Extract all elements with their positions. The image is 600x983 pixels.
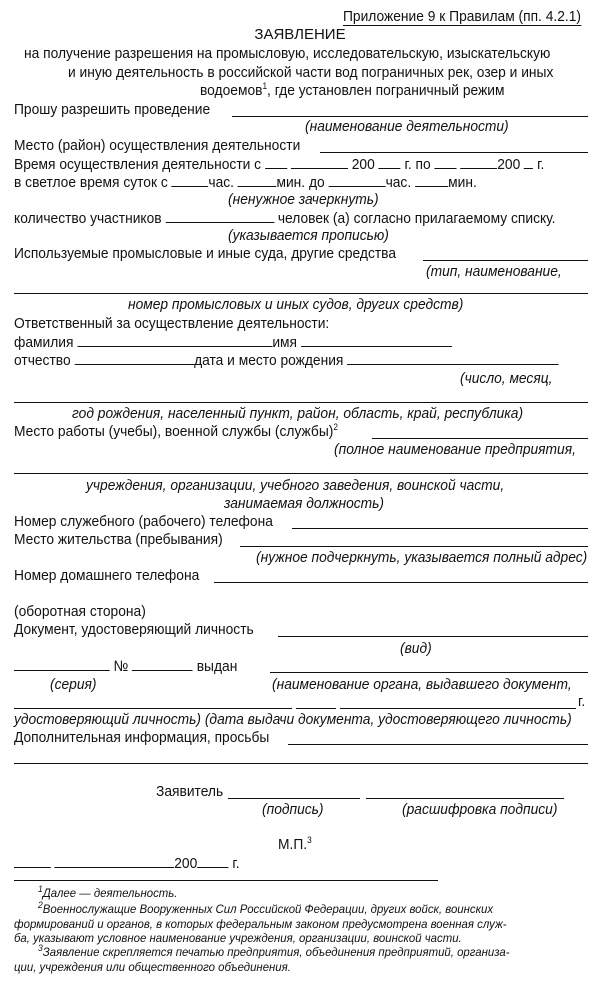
work-field-2[interactable] xyxy=(14,473,588,474)
patronymic-row: отчество дата и место рождения xyxy=(14,351,559,370)
vessels-hint-2: номер промысловых и иных судов, других средств) xyxy=(128,296,464,313)
birth-hint-2: год рождения, населенный пункт, район, область, край, республика) xyxy=(72,405,524,422)
signature-field[interactable] xyxy=(228,798,360,799)
reverse-side-label: (оборотная сторона) xyxy=(14,603,146,620)
request-hint: (наименование деятельности) xyxy=(305,118,509,135)
place-field[interactable] xyxy=(320,152,588,153)
birth-hint-1: (число, месяц, xyxy=(460,370,553,387)
signature-decoding-field[interactable] xyxy=(366,798,564,799)
responsible-label: Ответственный за осуществление деятельности: xyxy=(14,315,330,332)
extra-info-field[interactable] xyxy=(288,744,588,745)
year-suffix: г. xyxy=(578,693,586,710)
in-words-hint: (указывается прописью) xyxy=(228,227,389,244)
time-to-month-field[interactable] xyxy=(460,155,497,169)
subtitle-line-1: на получение разрешения на промысловую, исследовательскую, изыскательскую xyxy=(24,45,551,62)
residence-hint: (нужное подчеркнуть, указывается полный адрес) xyxy=(256,549,588,566)
document-title: ЗАЯВЛЕНИЕ xyxy=(254,26,346,43)
extra-info-label: Дополнительная информация, просьбы xyxy=(14,729,270,746)
work-phone-field[interactable] xyxy=(292,528,588,529)
minute-to-field[interactable] xyxy=(415,173,448,187)
date-row: 200 г. xyxy=(14,854,240,873)
footnote-divider xyxy=(14,880,438,881)
work-hint-3: занимаемая должность) xyxy=(224,495,384,512)
vessels-label: Используемые промысловые и иные суда, другие средства xyxy=(14,245,397,262)
issuer-hint: (наименование органа, выдавшего документ, xyxy=(272,676,572,693)
kind-hint: (вид) xyxy=(400,640,432,657)
date-year-field[interactable] xyxy=(197,854,228,868)
work-label: Место работы (учебы), военной службы (службы)$^2$ xyxy=(14,422,338,440)
issue-date-day-field[interactable] xyxy=(296,708,336,709)
applicant-label: Заявитель xyxy=(156,783,224,800)
date-day-field[interactable] xyxy=(14,854,51,868)
footnote-3-line-1: $^3$Заявление скрепляется печатью предприятия, объединения предприятий, организа- xyxy=(38,943,510,959)
date-month-field[interactable] xyxy=(55,854,175,868)
surname-field[interactable] xyxy=(77,333,272,347)
subtitle-line-2: и иную деятельность в российской части вод пограничных рек, озер и иных xyxy=(68,64,554,81)
participants-field[interactable] xyxy=(165,209,274,223)
request-field[interactable] xyxy=(232,116,588,117)
work-field[interactable] xyxy=(372,438,588,439)
work-phone-label: Номер служебного (рабочего) телефона xyxy=(14,513,273,530)
signature-hint: (подпись) xyxy=(262,801,324,818)
birth-field[interactable] xyxy=(347,351,559,365)
footnote-2-line-2: формирований и органов, в которых федеральным законом предусмотрена военная служ- xyxy=(14,917,507,931)
series-field[interactable] xyxy=(14,657,110,671)
extra-info-field-2[interactable] xyxy=(14,763,588,764)
vessels-hint-1: (тип, наименование, xyxy=(426,263,562,280)
daylight-row: в светлое время суток с час. мин. до час. мин. xyxy=(14,174,477,191)
number-field[interactable] xyxy=(132,657,193,671)
time-to-year-field[interactable] xyxy=(524,155,533,169)
name-row: фамилия имя xyxy=(14,333,452,352)
residence-field[interactable] xyxy=(240,546,588,547)
residence-label: Место жительства (пребывания) xyxy=(14,531,223,548)
time-from-day-field[interactable] xyxy=(265,155,287,169)
decoding-hint: (расшифровка подписи) xyxy=(402,801,558,818)
work-hint-2: учреждения, организации, учебного заведения, воинской части, xyxy=(86,477,505,494)
hour-from-field[interactable] xyxy=(172,173,209,187)
time-from-year-field[interactable] xyxy=(379,155,401,169)
first-name-field[interactable] xyxy=(301,333,452,347)
footnote-3-line-2: ции, учреждения или общественного объединения. xyxy=(14,960,291,974)
issuer-field[interactable] xyxy=(270,672,588,673)
vessels-field[interactable] xyxy=(423,260,588,261)
issue-date-field[interactable] xyxy=(340,708,576,709)
time-row: Время осуществления деятельности с 200 г. по 200 г. xyxy=(14,156,545,173)
series-hint: (серия) xyxy=(50,676,97,693)
place-label: Место (район) осуществления деятельности xyxy=(14,137,301,154)
minute-from-field[interactable] xyxy=(238,173,277,187)
request-label: Прошу разрешить проведение xyxy=(14,101,211,118)
footnote-1: $^1$Далее — деятельность. xyxy=(38,884,178,900)
stamp-place: М.П.$^3$ xyxy=(278,835,312,853)
subtitle-line-3: водоемов$^1$, где установлен пограничный режим xyxy=(200,81,505,99)
id-doc-field[interactable] xyxy=(278,636,588,637)
id-number-row: № выдан xyxy=(14,657,237,676)
time-from-month-field[interactable] xyxy=(291,155,348,169)
issuer-field-2[interactable] xyxy=(14,708,292,709)
id-hint: удостоверяющий личность) (дата выдачи документа, удостоверяющего личность) xyxy=(14,711,572,728)
participants-row: количество участников человек (а) согласно прилагаемому списку. xyxy=(14,210,556,227)
vessels-field-2[interactable] xyxy=(14,293,588,294)
footnote-2-line-3: ба, указывают условное наименование учреждения, организации, воинской части. xyxy=(14,931,462,945)
home-phone-field[interactable] xyxy=(214,582,588,583)
home-phone-label: Номер домашнего телефона xyxy=(14,567,200,584)
id-doc-label: Документ, удостоверяющий личность xyxy=(14,621,254,638)
time-to-day-field[interactable] xyxy=(435,155,457,169)
patronymic-field[interactable] xyxy=(74,351,194,365)
work-hint-1: (полное наименование предприятия, xyxy=(334,441,576,458)
cross-out-hint: (ненужное зачеркнуть) xyxy=(228,191,379,208)
hour-to-field[interactable] xyxy=(329,173,386,187)
birth-field-2[interactable] xyxy=(14,402,588,403)
appendix-label: Приложение 9 к Правилам (пп. 4.2.1) xyxy=(343,8,582,25)
footnote-2-line-1: $^2$Военнослужащие Вооруженных Сил Российской Федерации, других войск, воинских xyxy=(38,900,494,916)
